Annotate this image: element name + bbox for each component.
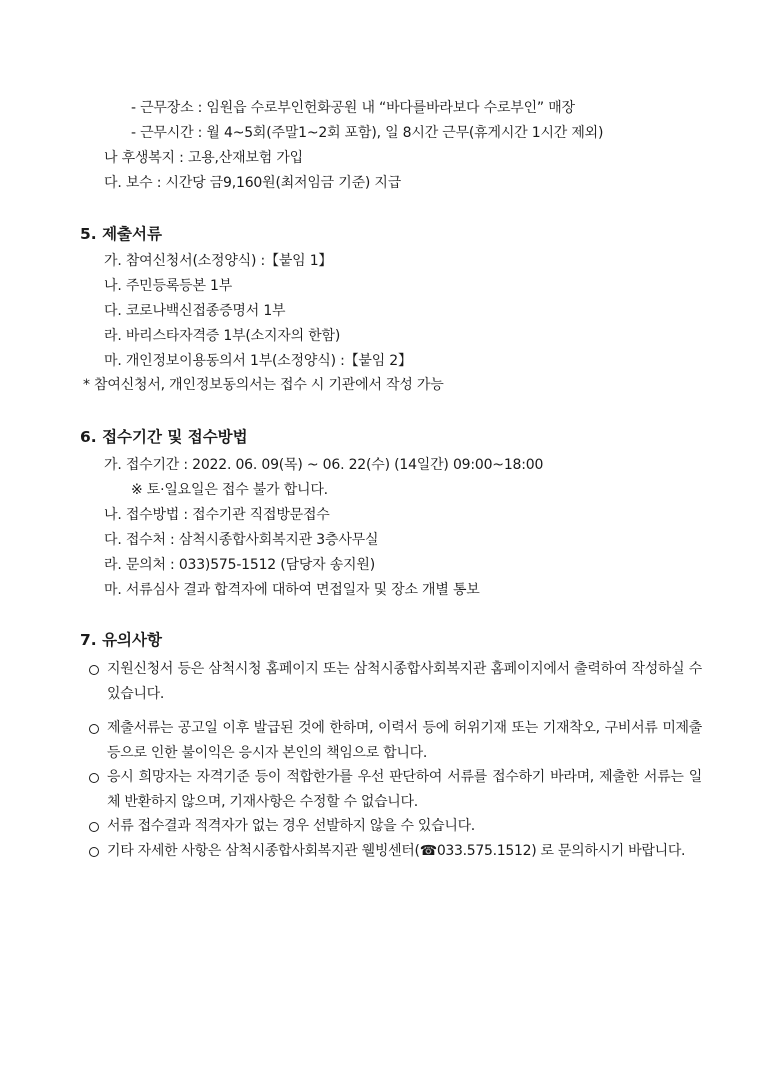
notice-line: 마. 서류심사 결과 합격자에 대하여 면접일자 및 장소 개별 통보 xyxy=(104,582,480,598)
caution-item: 기타 자세한 사항은 삼척시종합사회복지관 웰빙센터(☎033.575.1512) 로 문의하시기 바랍니다. xyxy=(107,843,686,859)
work-place-line: - 근무장소 : 임원읍 수로부인헌화공원 내 “바다를바라보다 수로부인” 매장 xyxy=(131,100,575,116)
circle-bullet-icon xyxy=(89,847,99,857)
welfare-line: 나 후생복지 : 고용,산재보험 가입 xyxy=(104,150,303,166)
doc-note: * 참여신청서, 개인정보동의서는 접수 시 기관에서 작성 가능 xyxy=(83,377,444,393)
section-5-heading: 5. 제출서류 xyxy=(80,225,162,243)
weekend-note: ※ 토·일요일은 접수 불가 합니다. xyxy=(131,482,328,498)
caution-item: 제출서류는 공고일 이후 발급된 것에 한하며, 이력서 등에 허위기재 또는 기재착오, 구비서류 미제출 등으로 인한 불이익은 응시자 본인의 책임으로 합니다. xyxy=(107,720,702,761)
caution-item: 지원신청서 등은 삼척시청 홈페이지 또는 삼척시종합사회복지관 홈페이지에서 출력하여 작성하실 수 있습니다. xyxy=(107,661,702,702)
doc-item: 라. 바리스타자격증 1부(소지자의 한함) xyxy=(104,328,341,344)
doc-item: 다. 코로나백신접종증명서 1부 xyxy=(104,303,286,319)
contact-line: 라. 문의처 : 033)575-1512 (담당자 송지원) xyxy=(104,557,375,573)
work-hours-line: - 근무시간 : 월 4~5회(주말1~2회 포함), 일 8시간 근무(휴게시간 1시간 제외) xyxy=(131,125,604,141)
method-line: 나. 접수방법 : 접수기관 직접방문접수 xyxy=(104,507,330,523)
circle-bullet-icon xyxy=(89,773,99,783)
caution-item: 응시 희망자는 자격기준 등이 적합한가를 우선 판단하여 서류를 접수하기 바라며, 제출한 서류는 일체 반환하지 않으며, 기재사항은 수정할 수 없습니다. xyxy=(107,769,702,810)
caution-item: 서류 접수결과 적격자가 없는 경우 선발하지 않을 수 있습니다. xyxy=(107,818,475,834)
circle-bullet-icon xyxy=(89,665,99,675)
pay-line: 다. 보수 : 시간당 금9,160원(최저임금 기준) 지급 xyxy=(104,175,402,191)
doc-item: 나. 주민등록등본 1부 xyxy=(104,278,233,294)
place-line: 다. 접수처 : 삼척시종합사회복지관 3층사무실 xyxy=(104,532,379,548)
circle-bullet-icon xyxy=(89,724,99,734)
section-7-heading: 7. 유의사항 xyxy=(80,631,162,649)
doc-item: 가. 참여신청서(소정양식) :【붙임 1】 xyxy=(104,253,333,269)
section-6-heading: 6. 접수기간 및 접수방법 xyxy=(80,428,248,446)
circle-bullet-icon xyxy=(89,822,99,832)
period-line: 가. 접수기간 : 2022. 06. 09(목) ~ 06. 22(수) (14일간) 09:00~18:00 xyxy=(104,457,544,473)
doc-item: 마. 개인정보이용동의서 1부(소정양식) :【붙임 2】 xyxy=(104,353,412,369)
